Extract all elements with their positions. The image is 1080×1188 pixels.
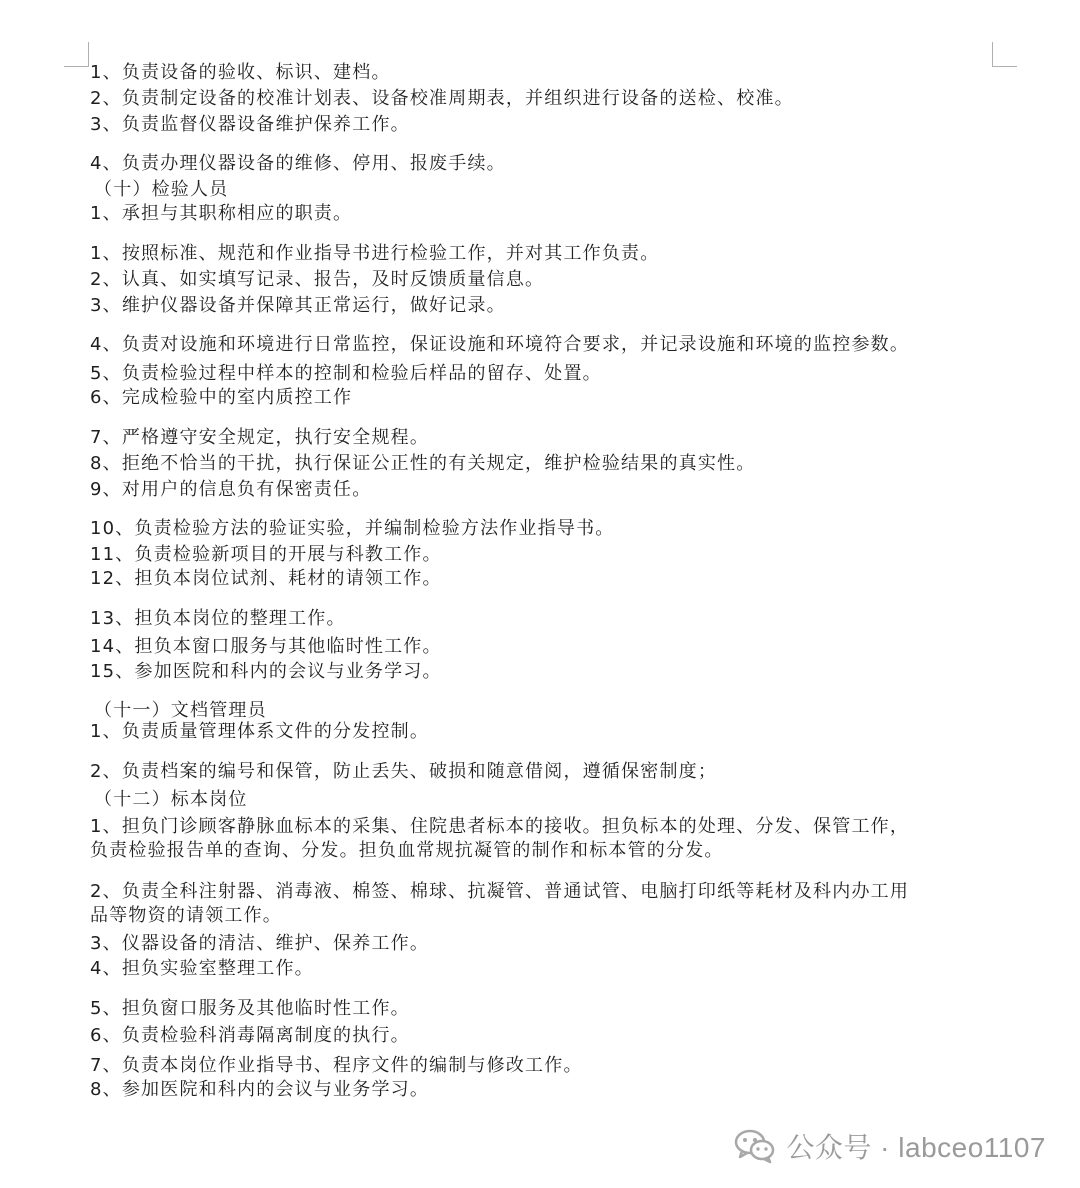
document-line: 8、拒绝不恰当的干扰，执行保证公正性的有关规定，维护检验结果的真实性。 <box>90 453 756 474</box>
document-line: 1、担负门诊顾客静脉血标本的采集、住院患者标本的接收。担负标本的处理、分发、保管工作， <box>90 816 910 837</box>
section-heading: （十二）标本岗位 <box>94 789 248 810</box>
document-line: 1、负责质量管理体系文件的分发控制。 <box>90 721 430 742</box>
document-line: 2、负责档案的编号和保管，防止丢失、破损和随意借阅，遵循保密制度； <box>90 761 718 782</box>
document-line: 4、负责对设施和环境进行日常监控，保证设施和环境符合要求，并记录设施和环境的监控参数。 <box>90 334 910 355</box>
document-line: 3、仪器设备的清洁、维护、保养工作。 <box>90 933 430 954</box>
document-line: 10、负责检验方法的验证实验，并编制检验方法作业指导书。 <box>90 518 615 539</box>
page-corner-mark-top-left <box>64 42 89 67</box>
document-line: 6、完成检验中的室内质控工作 <box>90 387 353 408</box>
document-line: 5、负责检验过程中样本的控制和检验后样品的留存、处置。 <box>90 363 602 384</box>
wechat-icon <box>734 1128 776 1164</box>
document-line: 4、担负实验室整理工作。 <box>90 958 314 979</box>
document-line: 15、参加医院和科内的会议与业务学习。 <box>90 661 442 682</box>
document-line: 2、负责全科注射器、消毒液、棉签、棉球、抗凝管、普通试管、电脑打印纸等耗材及科内办工用 <box>90 881 910 902</box>
document-line: 1、按照标准、规范和作业指导书进行检验工作，并对其工作负责。 <box>90 243 660 264</box>
section-heading: （十）检验人员 <box>94 179 229 200</box>
watermark-text: 公众号 · labceo1107 <box>786 1132 1046 1163</box>
wechat-watermark <box>734 1124 1046 1168</box>
document-line: 3、负责监督仪器设备维护保养工作。 <box>90 114 410 135</box>
document-line: 品等物资的请领工作。 <box>90 905 282 926</box>
document-line: 2、认真、如实填写记录、报告，及时反馈质量信息。 <box>90 269 545 290</box>
document-line: 13、担负本岗位的整理工作。 <box>90 608 346 629</box>
document-line: 8、参加医院和科内的会议与业务学习。 <box>90 1079 430 1100</box>
document-line: 3、维护仪器设备并保障其正常运行，做好记录。 <box>90 295 506 316</box>
document-line: 7、严格遵守安全规定，执行安全规程。 <box>90 427 430 448</box>
document-line: 11、负责检验新项目的开展与科教工作。 <box>90 544 442 565</box>
document-line: 负责检验报告单的查询、分发。担负血常规抗凝管的制作和标本管的分发。 <box>90 840 724 861</box>
document-line: 5、担负窗口服务及其他临时性工作。 <box>90 998 410 1019</box>
document-line: 1、承担与其职称相应的职责。 <box>90 203 353 224</box>
section-heading: （十一）文档管理员 <box>94 700 267 721</box>
document-line: 14、担负本窗口服务与其他临时性工作。 <box>90 636 442 657</box>
document-line: 1、负责设备的验收、标识、建档。 <box>90 62 391 83</box>
page-corner-mark-top-right <box>992 42 1017 67</box>
document-line: 4、负责办理仪器设备的维修、停用、报废手续。 <box>90 153 506 174</box>
document-line: 12、担负本岗位试剂、耗材的请领工作。 <box>90 568 442 589</box>
document-line: 7、负责本岗位作业指导书、程序文件的编制与修改工作。 <box>90 1055 583 1076</box>
document-line: 9、对用户的信息负有保密责任。 <box>90 479 372 500</box>
document-line: 6、负责检验科消毒隔离制度的执行。 <box>90 1025 410 1046</box>
document-line: 2、负责制定设备的校准计划表、设备校准周期表，并组织进行设备的送检、校准。 <box>90 88 794 109</box>
